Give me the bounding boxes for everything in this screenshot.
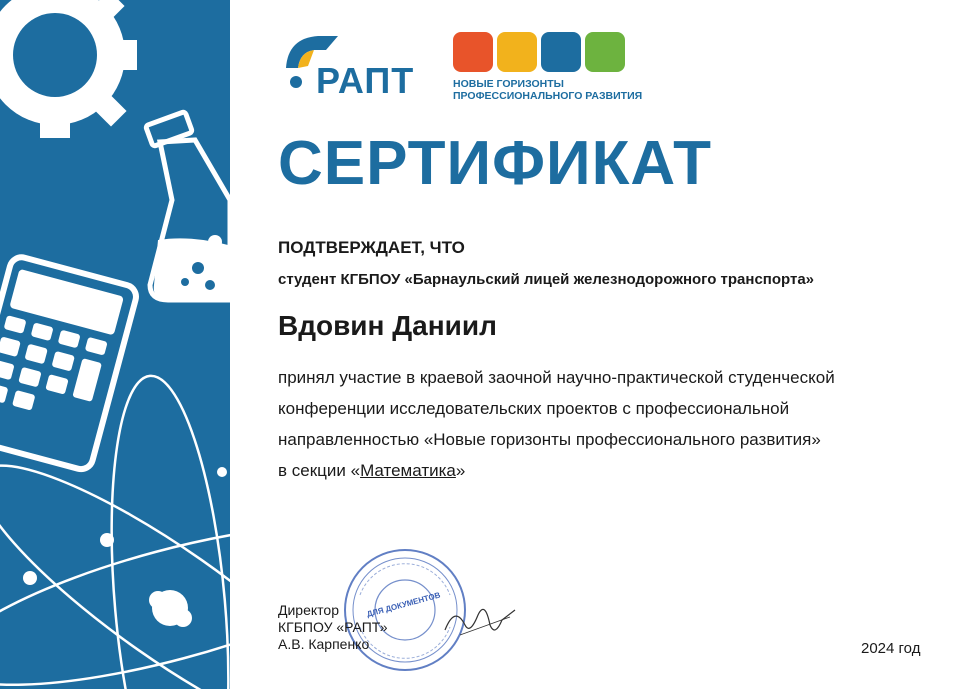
student-line: студент КГБПОУ «Барнаульский лицей железнодорожного транспорта» — [278, 271, 815, 288]
signer-org: КГБПОУ «РАПТ» — [278, 619, 388, 635]
science-illustration — [0, 0, 230, 689]
horizons-caption-line2: ПРОФЕССИОНАЛЬНОГО РАЗВИТИЯ — [453, 90, 643, 102]
section-suffix: » — [455, 461, 466, 480]
rapt-logo — [278, 30, 428, 102]
logos-header — [278, 30, 678, 110]
certificate-title: СЕРТИФИКАТ — [278, 129, 712, 198]
calculator-tile-icon — [585, 32, 625, 72]
rapt-logo-text: РАПТ — [316, 60, 415, 101]
flask-icon — [146, 111, 230, 300]
horizons-caption-line1: НОВЫЕ ГОРИЗОНТЫ — [453, 78, 564, 90]
certificate-body — [278, 362, 918, 486]
section-name: Математика — [360, 461, 456, 480]
section-prefix: в секции « — [278, 461, 361, 480]
body-line-2: конференции исследовательских проектов с профессиональной — [278, 399, 790, 418]
atom-electrons — [23, 467, 227, 627]
sun-tile-icon — [497, 32, 537, 72]
gear-icon — [0, 0, 137, 138]
handwritten-signature — [440, 595, 520, 645]
horizons-tiles — [453, 32, 625, 72]
horizons-caption — [453, 78, 642, 102]
section-line — [278, 455, 918, 486]
flask-tile-icon — [453, 32, 493, 72]
atom-icon — [0, 371, 230, 689]
recipient-name: Вдовин Даниил — [278, 310, 497, 341]
horizons-logo — [453, 32, 643, 104]
decorative-sidebar — [0, 0, 230, 689]
body-line-3: направленностью «Новые горизонты профессионального развития» — [278, 430, 821, 449]
signature-block — [278, 602, 388, 653]
body-line-1: принял участие в краевой заочной научно-практической студенческой — [278, 368, 835, 387]
stamp-center-text: ДЛЯ ДОКУМЕНТОВ — [365, 590, 442, 619]
gear-tile-icon — [541, 32, 581, 72]
signer-name: А.В. Карпенко — [278, 636, 370, 652]
signer-position: Директор — [278, 602, 339, 618]
confirms-heading: ПОДТВЕРЖДАЕТ, ЧТО — [278, 238, 465, 257]
certificate-year: 2024 год — [861, 640, 921, 657]
